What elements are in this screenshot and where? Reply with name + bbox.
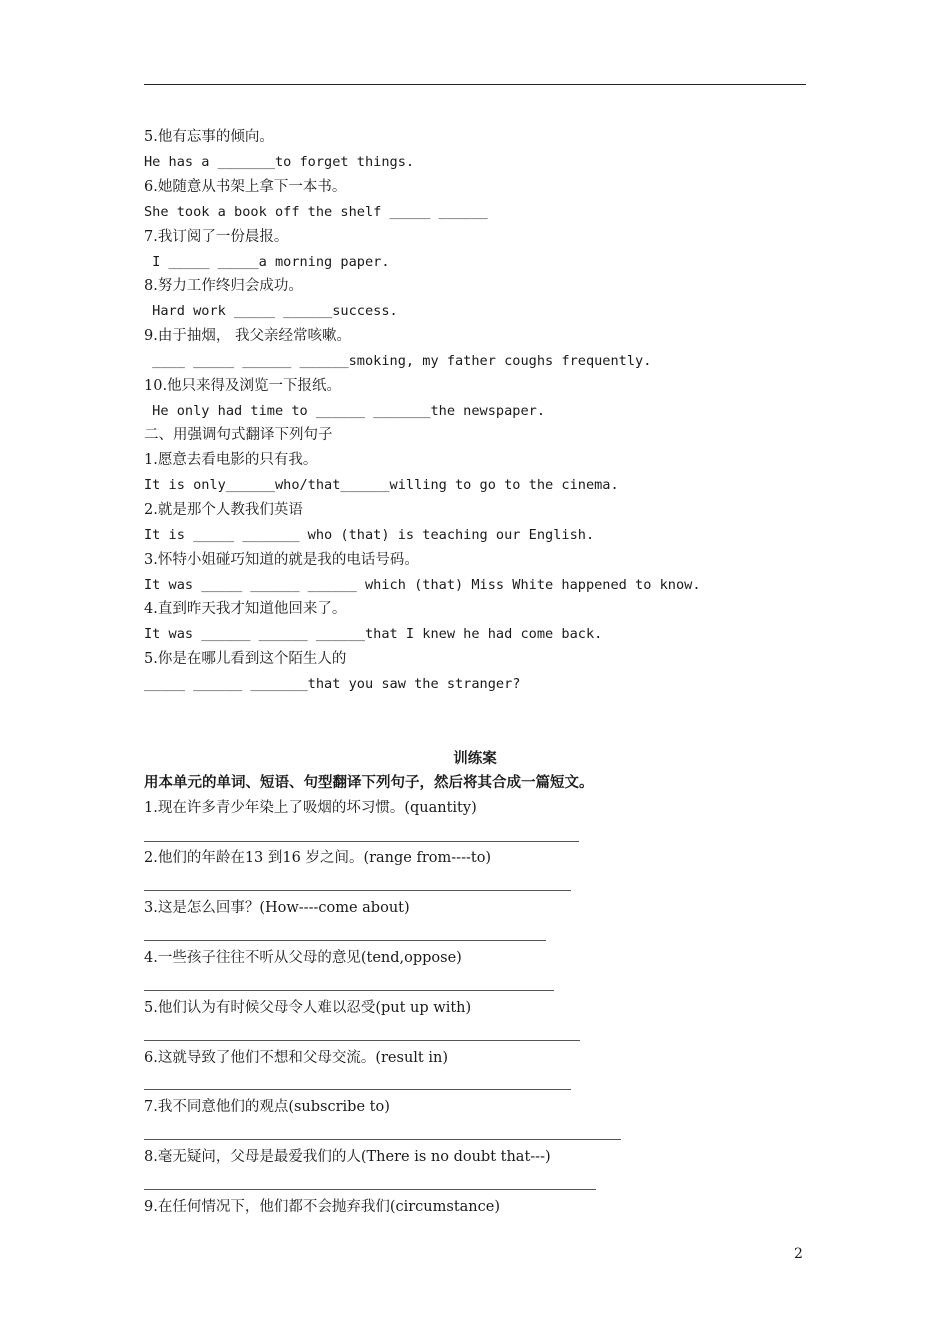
answer-line-3[interactable] — [144, 940, 546, 941]
training-item-7: 7.我不同意他们的观点(subscribe to) — [144, 1099, 390, 1115]
training-item-5: 5.他们认为有时候父母令人难以忍受(put up with) — [144, 1000, 472, 1016]
item-8-en: Hard work _____ ______success. — [144, 303, 398, 319]
answer-line-8[interactable] — [144, 1189, 596, 1190]
answer-line-6[interactable] — [144, 1089, 571, 1090]
training-item-4: 4.一些孩子往往不听从父母的意见(tend,oppose) — [144, 950, 462, 966]
item-6-en: She took a book off the shelf _____ ______ — [144, 204, 488, 220]
training-instruction: 用本单元的单词、短语、句型翻译下列句子，然后将其合成一篇短文。 — [144, 774, 594, 791]
emphasis-item-3-zh: 3.怀特小姐碰巧知道的就是我的电话号码。 — [144, 552, 419, 568]
answer-line-4[interactable] — [144, 990, 554, 991]
emphasis-item-5-en: _____ ______ _______that you saw the stranger? — [144, 676, 521, 692]
training-item-6: 6.这就导致了他们不想和父母交流。(result in) — [144, 1050, 448, 1066]
answer-line-5[interactable] — [144, 1040, 580, 1041]
item-5-en: He has a _______to forget things. — [144, 154, 415, 170]
item-6-zh: 6.她随意从书架上拿下一本书。 — [144, 179, 347, 195]
emphasis-item-4-en: It was ______ ______ ______that I knew he had come back. — [144, 626, 603, 642]
item-10-zh: 10.他只来得及浏览一下报纸。 — [144, 378, 342, 394]
emphasis-item-5-zh: 5.你是在哪儿看到这个陌生人的 — [144, 651, 347, 667]
item-8-zh: 8.努力工作终归会成功。 — [144, 278, 303, 294]
training-item-1: 1.现在许多青少年染上了吸烟的坏习惯。(quantity) — [144, 800, 477, 816]
emphasis-item-1-zh: 1.愿意去看电影的只有我。 — [144, 452, 318, 468]
training-item-8: 8.毫无疑问，父母是最爱我们的人(There is no doubt that---) — [144, 1149, 551, 1165]
item-7-en: I _____ _____a morning paper. — [144, 254, 390, 270]
emphasis-item-2-en: It is _____ _______ who (that) is teaching our English. — [144, 527, 595, 543]
training-item-9: 9.在任何情况下，他们都不会抛弃我们(circumstance) — [144, 1199, 500, 1215]
answer-line-7[interactable] — [144, 1139, 621, 1140]
emphasis-item-3-en: It was _____ ______ ______ which (that) Miss White happened to know. — [144, 577, 701, 593]
emphasis-item-1-en: It is only______who/that______willing to go to the cinema. — [144, 477, 619, 493]
item-7-zh: 7.我订阅了一份晨报。 — [144, 229, 289, 245]
item-9-en: ____ _____ ______ ______smoking, my father coughs frequently. — [144, 353, 652, 369]
item-9-zh: 9.由于抽烟， 我父亲经常咳嗽。 — [144, 328, 351, 344]
training-item-3: 3.这是怎么回事？(How----come about) — [144, 900, 410, 916]
training-title: 训练案 — [453, 750, 497, 767]
answer-line-2[interactable] — [144, 890, 571, 891]
item-10-en: He only had time to ______ _______the newspaper. — [144, 403, 546, 419]
header-rule — [144, 84, 806, 85]
item-5-zh: 5.他有忘事的倾向。 — [144, 129, 274, 145]
page-number: 2 — [794, 1246, 803, 1262]
section-heading: 二、用强调句式翻译下列句子 — [144, 427, 333, 443]
training-item-2: 2.他们的年龄在13 到16 岁之间。(range from----to) — [144, 850, 492, 866]
emphasis-item-2-zh: 2.就是那个人教我们英语 — [144, 502, 303, 518]
answer-line-1[interactable] — [144, 841, 579, 842]
emphasis-item-4-zh: 4.直到昨天我才知道他回来了。 — [144, 601, 347, 617]
